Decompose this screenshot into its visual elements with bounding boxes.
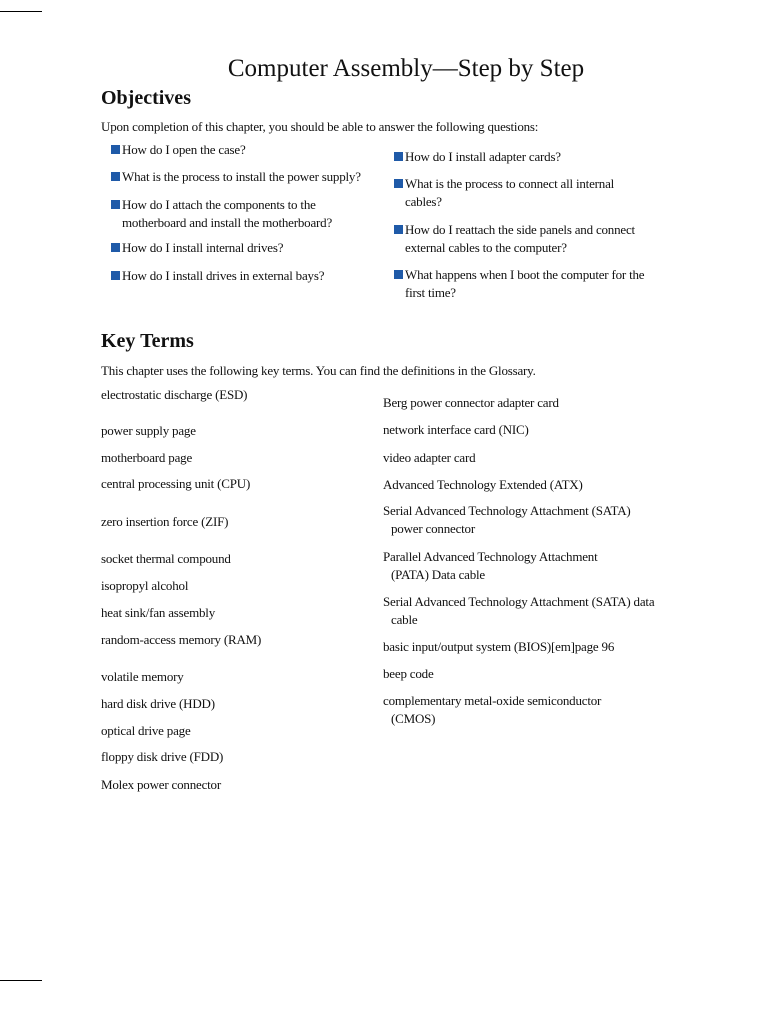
square-bullet-icon: [394, 225, 403, 234]
key-term: floppy disk drive (FDD): [101, 749, 224, 764]
crop-mark-top: [0, 11, 42, 12]
objective-item: How do I open the case?: [111, 142, 246, 158]
square-bullet-icon: [394, 270, 403, 279]
square-bullet-icon: [111, 243, 120, 252]
key-term: complementary metal-oxide semiconductor (CMOS): [383, 693, 602, 726]
key-term: socket thermal compound: [101, 551, 231, 566]
key-terms-heading: Key Terms: [101, 330, 194, 352]
key-term: optical drive page: [101, 723, 191, 738]
key-term: beep code: [383, 666, 434, 681]
key-term: heat sink/fan assembly: [101, 605, 216, 620]
key-term: Serial Advanced Technology Attachment (SATA) data cable: [383, 594, 655, 627]
key-term: random-access memory (RAM): [101, 632, 262, 647]
objectives-heading: Objectives: [101, 87, 191, 109]
key-term: central processing unit (CPU): [101, 476, 251, 491]
key-term: Berg power connector adapter card: [383, 395, 559, 410]
square-bullet-icon: [394, 179, 403, 188]
key-term: video adapter card: [383, 450, 476, 465]
key-term: motherboard page: [101, 450, 193, 465]
crop-mark-bottom: [0, 980, 42, 981]
key-term: Parallel Advanced Technology Attachment (PATA) Data cable: [383, 549, 598, 582]
page-title: Computer Assembly—Step by Step: [227, 55, 585, 82]
objective-item: How do I install drives in external bays?: [111, 268, 324, 284]
objective-item: How do I reattach the side panels and connect external cables to the computer?: [394, 221, 635, 257]
objectives-intro: Upon completion of this chapter, you should be able to answer the following questions:: [101, 119, 539, 134]
objective-item: How do I attach the components to the motherboard and install the motherboard?: [111, 196, 332, 232]
square-bullet-icon: [111, 200, 120, 209]
objective-item: What is the process to install the power supply?: [111, 169, 361, 185]
objective-item: How do I install adapter cards?: [394, 149, 561, 165]
key-term: hard disk drive (HDD): [101, 696, 215, 711]
key-term: zero insertion force (ZIF): [101, 514, 229, 529]
key-term: isopropyl alcohol: [101, 578, 189, 593]
key-term: network interface card (NIC): [383, 422, 529, 437]
key-term: Molex power connector: [101, 777, 221, 792]
key-term: Serial Advanced Technology Attachment (SATA) power connector: [383, 503, 631, 536]
objective-item: What is the process to connect all internal cables?: [394, 175, 614, 211]
key-term: Advanced Technology Extended (ATX): [383, 477, 583, 492]
key-terms-intro: This chapter uses the following key terms. You can find the definitions in the Glossary.: [101, 363, 536, 378]
key-term: volatile memory: [101, 669, 184, 684]
square-bullet-icon: [111, 172, 120, 181]
square-bullet-icon: [111, 145, 120, 154]
square-bullet-icon: [111, 271, 120, 280]
key-term: power supply page: [101, 423, 196, 438]
objective-item: How do I install internal drives?: [111, 240, 283, 256]
square-bullet-icon: [394, 152, 403, 161]
key-term: basic input/output system (BIOS)[em]page 96: [383, 639, 615, 654]
objective-item: What happens when I boot the computer for the first time?: [394, 266, 644, 302]
key-term: electrostatic discharge (ESD): [101, 387, 248, 402]
